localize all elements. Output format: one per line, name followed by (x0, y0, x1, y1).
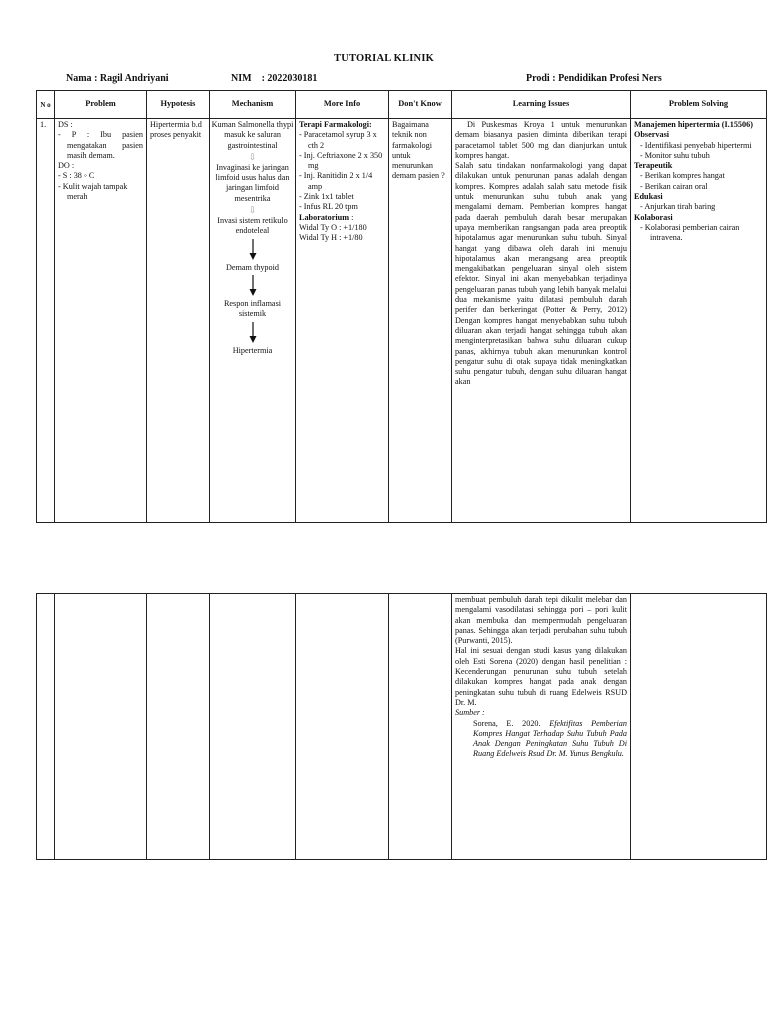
mechanism-step: Invasi sistem retikulo endoteleal (217, 216, 288, 236)
mechanism-step: Hipertermia (232, 345, 273, 355)
do-label: DO : (58, 161, 75, 171)
table-header-row (37, 91, 767, 119)
lab-title: Laboratorium : (299, 212, 354, 222)
terapi-item: - Infus RL 20 tpm (299, 202, 358, 212)
observasi-item: - Monitor suhu tubuh (640, 150, 710, 160)
sumber-label: Sumber : (455, 708, 485, 718)
mechanism-step: Respon inflamasi sistemik (223, 298, 282, 319)
arrow-down-icon (248, 239, 258, 261)
col-header-learning-issues: Learning Issues (452, 91, 631, 119)
cell-problem-solving (631, 594, 767, 860)
cell-mechanism (210, 594, 296, 860)
edukasi-title: Edukasi (634, 192, 663, 202)
source-italic: Efektifitas Pemberian Kompres Hangat Terhadap Suhu Tubuh Pada Anak Dengan Peningkatan Suhu Tubuh Di Ruang Edelweis Rsud Dr. M. Yunus Bengkulu. (473, 718, 627, 759)
terapeutik-title: Terapeutik (634, 161, 673, 171)
mechanism-step: Demam thypoid (226, 262, 279, 272)
ds-label: DS : (58, 120, 73, 129)
table-row (37, 119, 767, 523)
nim-value: 2022030181 (267, 73, 318, 84)
terapi-item: - Inj. Ceftriaxone 2 x 350 mg (299, 150, 383, 171)
col-header-problem: Problem (55, 91, 147, 119)
col-header-hypotesis: Hypotesis (147, 91, 210, 119)
lab-line: Widal Ty H : +1/80 (299, 233, 363, 243)
cell-problem (55, 594, 147, 860)
terapi-item: - Inj. Ranitidin 2 x 1/4 amp (299, 171, 373, 191)
col-header-more-info: More Info (296, 91, 389, 119)
observasi-title: Observasi (634, 130, 670, 140)
table-row (37, 594, 767, 860)
tutorial-table (36, 90, 767, 523)
student-nim: NIM : 2022030181 (231, 73, 318, 84)
learning-paragraph: Di Puskesmas Kroya 1 untuk menurunkan demam biasanya pasien diminta diberikan terapi paracetamol tablet 500 mg dan dianjurkan untuk kompres hangat. (455, 120, 627, 160)
col-header-dont-know: Don't Know (389, 91, 452, 119)
document-title: TUTORIAL KLINIK (334, 53, 434, 64)
prodi-label: Prodi (526, 73, 550, 84)
kolaborasi-item: - Kolaborasi pemberian cairan intravena. (640, 222, 740, 243)
terapi-title: Terapi Farmakologi: (299, 120, 372, 129)
terapi-item: - Zink 1x1 tablet (299, 192, 354, 202)
do-item: - S : 38 ◦ C (58, 171, 95, 181)
cell-dont-know (389, 594, 452, 860)
cell-more-info (296, 594, 389, 860)
learning-paragraph: Hal ini sesuai dengan studi kasus yang dilakukan oleh Esti Sorena (2020) dengan hasil penelitian : Kecenderungan penurunan suhu tubuh setelah dilakukan kompres hangat pada anak dengan peningkatan suhu tubuh di ruang Edelweis RSUD Dr. M. (455, 646, 627, 707)
arrow-down-icon: ⇩ (248, 151, 257, 162)
observasi-item: - Identifikasi penyebab hipertermi (640, 140, 752, 150)
cell-problem (55, 119, 147, 523)
ds-item: - P : Ibu pasien mengatakan pasien masih demam. (58, 130, 143, 160)
lab-line: Widal Ty O : +1/180 (299, 222, 367, 232)
arrow-down-icon (248, 322, 258, 344)
learning-paragraph: membuat pembuluh darah tepi dikulit melebar dan mengalami vasodilatasi sehingga pori – pori kulit akan membuka dan mempermudah pengeluaran panas. Sehingga akan terjadi perubahan suhu tubuh (Purwanti, 2015). (455, 595, 627, 646)
do-item: - Kulit wajah tampak merah (58, 181, 128, 202)
manajemen-title: Manajemen hipertermia (I.15506) (634, 120, 753, 129)
arrow-down-icon (248, 275, 258, 297)
cell-mechanism (210, 119, 296, 523)
learning-paragraph: Salah satu tindakan nonfarmakologi yang dapat dilakukan untuk penurunan panas adalah dengan kompres. Kompres adalah salah satu metode fisik untuk menurunkan suhu tubuh anak yang mengalami demam. Pemberian kompres hangat pada daerah pembuluh darah besar merupakan upaya memberikan rangsangan pada area preoptik hipotalamus agar menurunkan suhu tubuh. Sinyal hangat yang dibawa oleh darah ini menuju hipotalamus akan merangsang area preoptik mengakibatkan pengeluaran sinyal oleh sistem efektor. Sinyal ini akan menyebabkan terjadinya pengeluaran panas tubuh yang lebih banyak melalui dua mekanisme yaitu dilatasi pembuluh darah perifer dan berkeringat (Potter & Perry, 2012) Dengan kompres hangat menyebabkan suhu tubuh diluaran akan terjadi hangat sehingga tubuh akan menginterpretasikan bahwa suhu diluaran cukup panas, akhirnya tubuh akan menurunkan kontrol pengatur suhu di otak supaya tidak meningkatkan suhu pengatur tubuh, dengan suhu diluaran hangat akan (455, 161, 627, 387)
col-header-mechanism: Mechanism (210, 91, 296, 119)
nim-label: NIM (231, 73, 252, 84)
mechanism-step: Kuman Salmonella thypi masuk ke saluran gastrointestinal (211, 120, 294, 150)
mechanism-step: Invaginasi ke jaringan limfoid usus halus dan jaringan limfoid mesentrika (215, 162, 290, 203)
edukasi-item: - Anjurkan tirah baring (640, 202, 716, 212)
cell-dont-know: Bagaimana teknik non farmakologi untuk menurunkan demam pasien ? (389, 119, 452, 523)
terapeutik-item: - Berikan cairan oral (640, 181, 708, 191)
source-plain: Sorena, E. 2020. (473, 718, 541, 728)
student-name: Nama : Ragil Andriyani (66, 73, 169, 84)
source-citation (455, 719, 627, 760)
cell-no (37, 594, 55, 860)
cell-problem-solving (631, 119, 767, 523)
col-header-no: N o (37, 91, 55, 119)
cell-hypotesis: Hipertermia b.d proses penyakit (147, 119, 210, 523)
cell-more-info (296, 119, 389, 523)
arrow-down-icon: ⇩ (248, 205, 257, 216)
cell-learning-issues (452, 594, 631, 860)
study-program: Prodi : Pendidikan Profesi Ners (526, 73, 662, 84)
continuation-table (36, 593, 767, 860)
terapeutik-item: - Berikan kompres hangat (640, 171, 725, 181)
cell-hypotesis (147, 594, 210, 860)
cell-no: 1. (37, 119, 55, 523)
col-header-problem-solving: Problem Solving (631, 91, 767, 119)
kolaborasi-title: Kolaborasi (634, 212, 673, 222)
prodi-value: Pendidikan Profesi Ners (558, 73, 662, 84)
name-value: Ragil Andriyani (99, 73, 169, 84)
terapi-item: - Paracetamol syrup 3 x cth 2 (299, 130, 377, 150)
cell-learning-issues (452, 119, 631, 523)
name-label: Nama (66, 73, 92, 84)
